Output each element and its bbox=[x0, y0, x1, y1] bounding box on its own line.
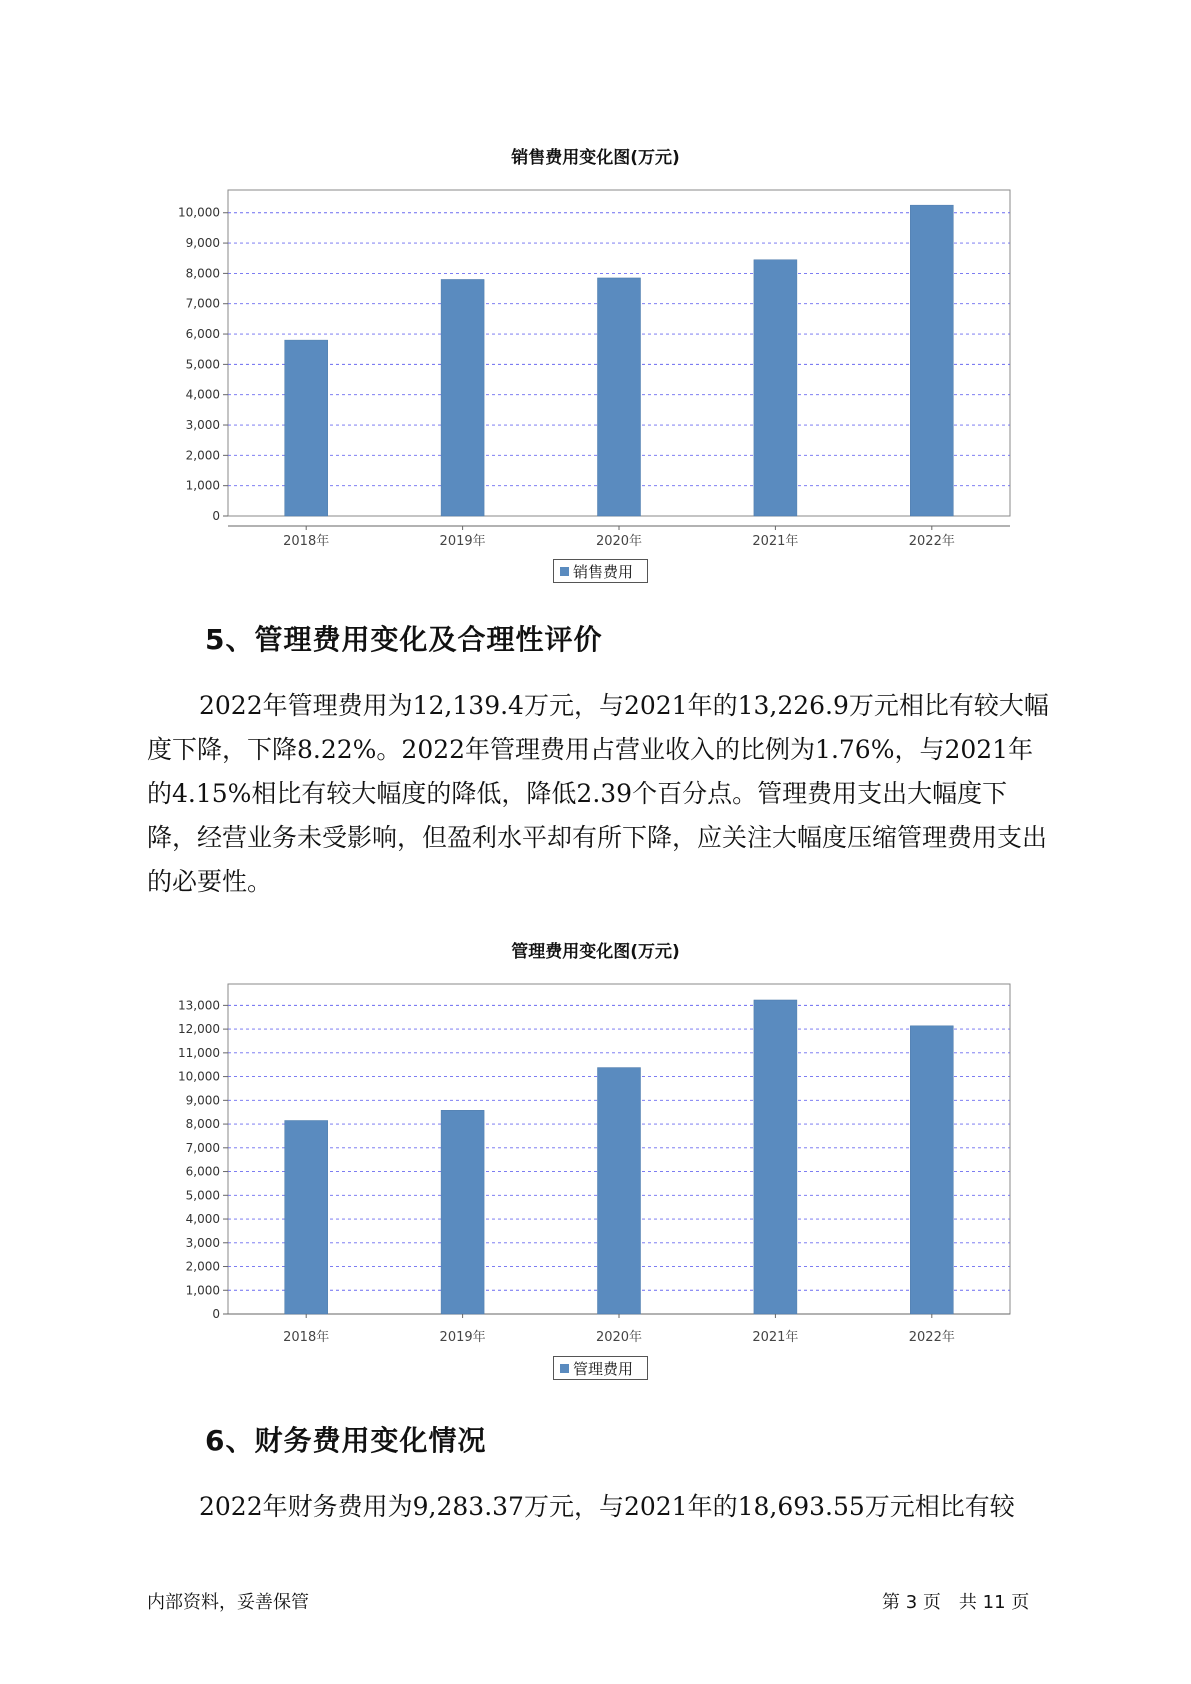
x-tick-label: 2020年 bbox=[595, 1330, 643, 1345]
x-tick-label: 2021年 bbox=[752, 1330, 799, 1345]
bar bbox=[598, 1068, 641, 1314]
y-tick-label: 5,000 bbox=[185, 357, 220, 372]
x-tick-label: 2019年 bbox=[439, 534, 486, 549]
x-tick-label: 2019年 bbox=[439, 1330, 486, 1345]
y-tick-label: 1,000 bbox=[185, 478, 220, 493]
y-tick-label: 6,000 bbox=[185, 1164, 220, 1179]
x-tick-label: 2021年 bbox=[752, 534, 799, 549]
y-tick-label: 7,000 bbox=[185, 1140, 220, 1155]
section-heading-6: 6、财务费用变化情况 bbox=[205, 1424, 487, 1457]
y-tick-label: 3,000 bbox=[185, 1235, 220, 1250]
y-tick-label: 7,000 bbox=[185, 296, 220, 311]
footer-confidential: 内部资料，妥善保管 bbox=[147, 1592, 309, 1613]
y-tick-label: 4,000 bbox=[185, 387, 220, 402]
bar bbox=[441, 1110, 484, 1314]
y-tick-label: 10,000 bbox=[178, 205, 220, 220]
x-tick-label: 2018年 bbox=[283, 534, 330, 549]
x-tick-label: 2022年 bbox=[908, 534, 955, 549]
chart-title-sales: 销售费用变化图(万元) bbox=[511, 148, 680, 168]
y-tick-label: 0 bbox=[212, 1307, 220, 1321]
y-tick-label: 0 bbox=[212, 509, 220, 523]
bar bbox=[285, 1121, 328, 1314]
y-tick-label: 3,000 bbox=[185, 418, 220, 433]
y-tick-label: 9,000 bbox=[185, 236, 220, 251]
bar bbox=[910, 1026, 953, 1314]
footer-page-number: 第 3 页 共 11 页 bbox=[882, 1592, 1030, 1613]
y-tick-label: 2,000 bbox=[185, 1259, 220, 1274]
legend-label: 管理费用 bbox=[573, 1360, 634, 1378]
y-tick-label: 9,000 bbox=[185, 1093, 220, 1108]
paragraph-text: 2022年管理费用为12,139.4万元，与2021年的13,226.9万元相比有较大幅度下降，下降8.22%。2022年管理费用占营业收入的比例为1.76%，与2021年的4.15%相比有较大幅度的降低，降低2.39个百分点。管理费用支出大幅度下降，经营业务未受影响，但盈利水平却有所下降，应关注大幅度压缩管理费用支出的必要性。 bbox=[147, 691, 1049, 896]
y-tick-label: 12,000 bbox=[178, 1022, 220, 1037]
section-paragraph-6 bbox=[147, 1485, 1057, 1529]
y-tick-label: 6,000 bbox=[185, 327, 220, 342]
y-tick-label: 8,000 bbox=[185, 266, 220, 281]
x-tick-label: 2022年 bbox=[908, 1330, 955, 1345]
y-tick-label: 2,000 bbox=[185, 448, 220, 463]
legend-admin bbox=[553, 1356, 648, 1380]
x-tick-label: 2020年 bbox=[595, 534, 643, 549]
y-tick-label: 1,000 bbox=[185, 1283, 220, 1298]
section-heading-5: 5、管理费用变化及合理性评价 bbox=[205, 623, 603, 656]
y-tick-label: 10,000 bbox=[178, 1069, 220, 1084]
bar bbox=[754, 1000, 797, 1314]
paragraph-text: 2022年财务费用为9,283.37万元，与2021年的18,693.55万元相比有较 bbox=[199, 1492, 1015, 1521]
chart-title-admin: 管理费用变化图(万元) bbox=[511, 942, 680, 962]
y-tick-label: 4,000 bbox=[185, 1212, 220, 1227]
y-tick-label: 5,000 bbox=[185, 1188, 220, 1203]
y-tick-label: 8,000 bbox=[185, 1117, 220, 1132]
y-tick-label: 11,000 bbox=[178, 1045, 220, 1060]
legend-swatch bbox=[560, 1364, 569, 1373]
y-tick-label: 13,000 bbox=[178, 998, 220, 1013]
legend-label: 销售费用 bbox=[573, 563, 634, 581]
x-tick-label: 2018年 bbox=[283, 1330, 330, 1345]
